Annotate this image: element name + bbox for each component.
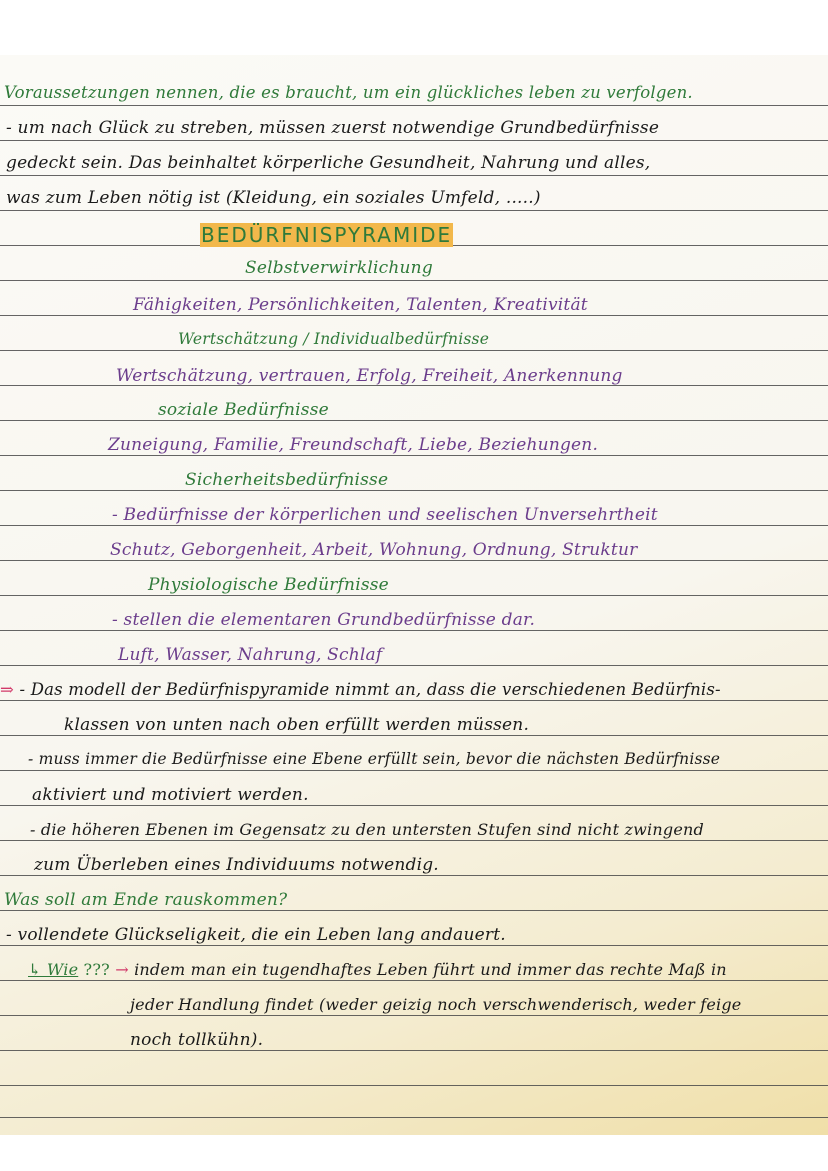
question-marks: ??? (83, 960, 110, 979)
pyramid-level-title: Selbstverwirklichung (245, 258, 433, 278)
ruled-line (0, 280, 828, 281)
pyramid-heading (200, 223, 453, 247)
note-line: - die höheren Ebenen im Gegensatz zu den untersten Stufen sind nicht zwingend (30, 820, 704, 839)
ruled-line (0, 560, 828, 561)
arrow-right-icon: → (115, 960, 129, 979)
pyramid-level-detail: Zuneigung, Familie, Freundschaft, Liebe, Beziehungen. (108, 435, 599, 455)
ruled-line (0, 455, 828, 456)
note-line: - muss immer die Bedürfnisse eine Ebene erfüllt sein, bevor die nächsten Bedürfnisse (28, 750, 721, 768)
question-line: Was soll am Ende rauskommen? (4, 890, 288, 910)
ruled-line (0, 630, 828, 631)
ruled-line (0, 490, 828, 491)
ruled-line (0, 1085, 828, 1086)
pyramid-level-title: Wertschätzung / Individualbedürfnisse (178, 330, 490, 348)
ruled-line (0, 350, 828, 351)
ruled-line (0, 840, 828, 841)
wie-label: ↳ Wie (28, 960, 79, 979)
ruled-line (0, 420, 828, 421)
note-line-text: indem man ein tugendhaftes Leben führt und immer das rechte Maß in (134, 960, 727, 979)
note-line: - vollendete Glückseligkeit, die ein Leben lang andauert. (6, 925, 506, 945)
pyramid-level-detail: Luft, Wasser, Nahrung, Schlaf (118, 645, 383, 665)
intro-line: Voraussetzungen nennen, die es braucht, um ein glückliches leben zu verfolgen. (4, 83, 693, 102)
ruled-line (0, 735, 828, 736)
pyramid-level-title: soziale Bedürfnisse (158, 400, 329, 420)
pyramid-heading-text: BEDÜRFNISPYRAMIDE (201, 223, 453, 247)
ruled-line (0, 1117, 828, 1118)
ruled-line (0, 910, 828, 911)
pyramid-level-detail: Wertschätzung, vertrauen, Erfolg, Freiheit, Anerkennung (116, 366, 623, 386)
note-line: noch tollkühn). (130, 1030, 264, 1050)
ruled-line (0, 700, 828, 701)
notebook-page (0, 55, 828, 1135)
ruled-line (0, 105, 828, 106)
pyramid-level-title: Physiologische Bedürfnisse (148, 575, 389, 595)
ruled-line (0, 875, 828, 876)
ruled-line (0, 595, 828, 596)
ruled-line (0, 175, 828, 176)
ruled-line (0, 805, 828, 806)
note-line: zum Überleben eines Individuums notwendig. (34, 855, 439, 875)
pyramid-level-detail: - stellen die elementaren Grundbedürfnisse dar. (112, 610, 536, 630)
ruled-line (0, 210, 828, 211)
ruled-line (0, 770, 828, 771)
ruled-line (0, 1050, 828, 1051)
ruled-line (0, 945, 828, 946)
note-line: klassen von unten nach oben erfüllt werden müssen. (64, 715, 530, 735)
pyramid-level-detail: - Bedürfnisse der körperlichen und seelischen Unversehrtheit (112, 505, 658, 525)
ruled-line (0, 1015, 828, 1016)
note-line: jeder Handlung findet (weder geizig noch verschwenderisch, weder feige (130, 995, 742, 1014)
note-line-text: - Das modell der Bedürfnispyramide nimmt an, dass die verschiedenen Bedürfnis- (19, 680, 721, 699)
note-line: - um nach Glück zu streben, müssen zuerst notwendige Grundbedürfnisse (6, 118, 660, 138)
note-line: was zum Leben nötig ist (Kleidung, ein soziales Umfeld, .....) (6, 188, 541, 208)
note-line: gedeckt sein. Das beinhaltet körperliche Gesundheit, Nahrung und alles, (6, 153, 651, 173)
arrow-left-icon: ⇒ (0, 680, 15, 699)
pyramid-level-detail: Fähigkeiten, Persönlichkeiten, Talenten, Kreativität (133, 295, 588, 315)
ruled-line (0, 980, 828, 981)
note-line (28, 960, 727, 979)
pyramid-level-title: Sicherheitsbedürfnisse (185, 470, 389, 490)
pyramid-level-detail: Schutz, Geborgenheit, Arbeit, Wohnung, Ordnung, Struktur (110, 540, 638, 560)
note-line (0, 680, 721, 699)
ruled-line (0, 525, 828, 526)
ruled-line (0, 140, 828, 141)
ruled-line (0, 665, 828, 666)
note-line: aktiviert und motiviert werden. (32, 785, 309, 805)
ruled-line (0, 315, 828, 316)
